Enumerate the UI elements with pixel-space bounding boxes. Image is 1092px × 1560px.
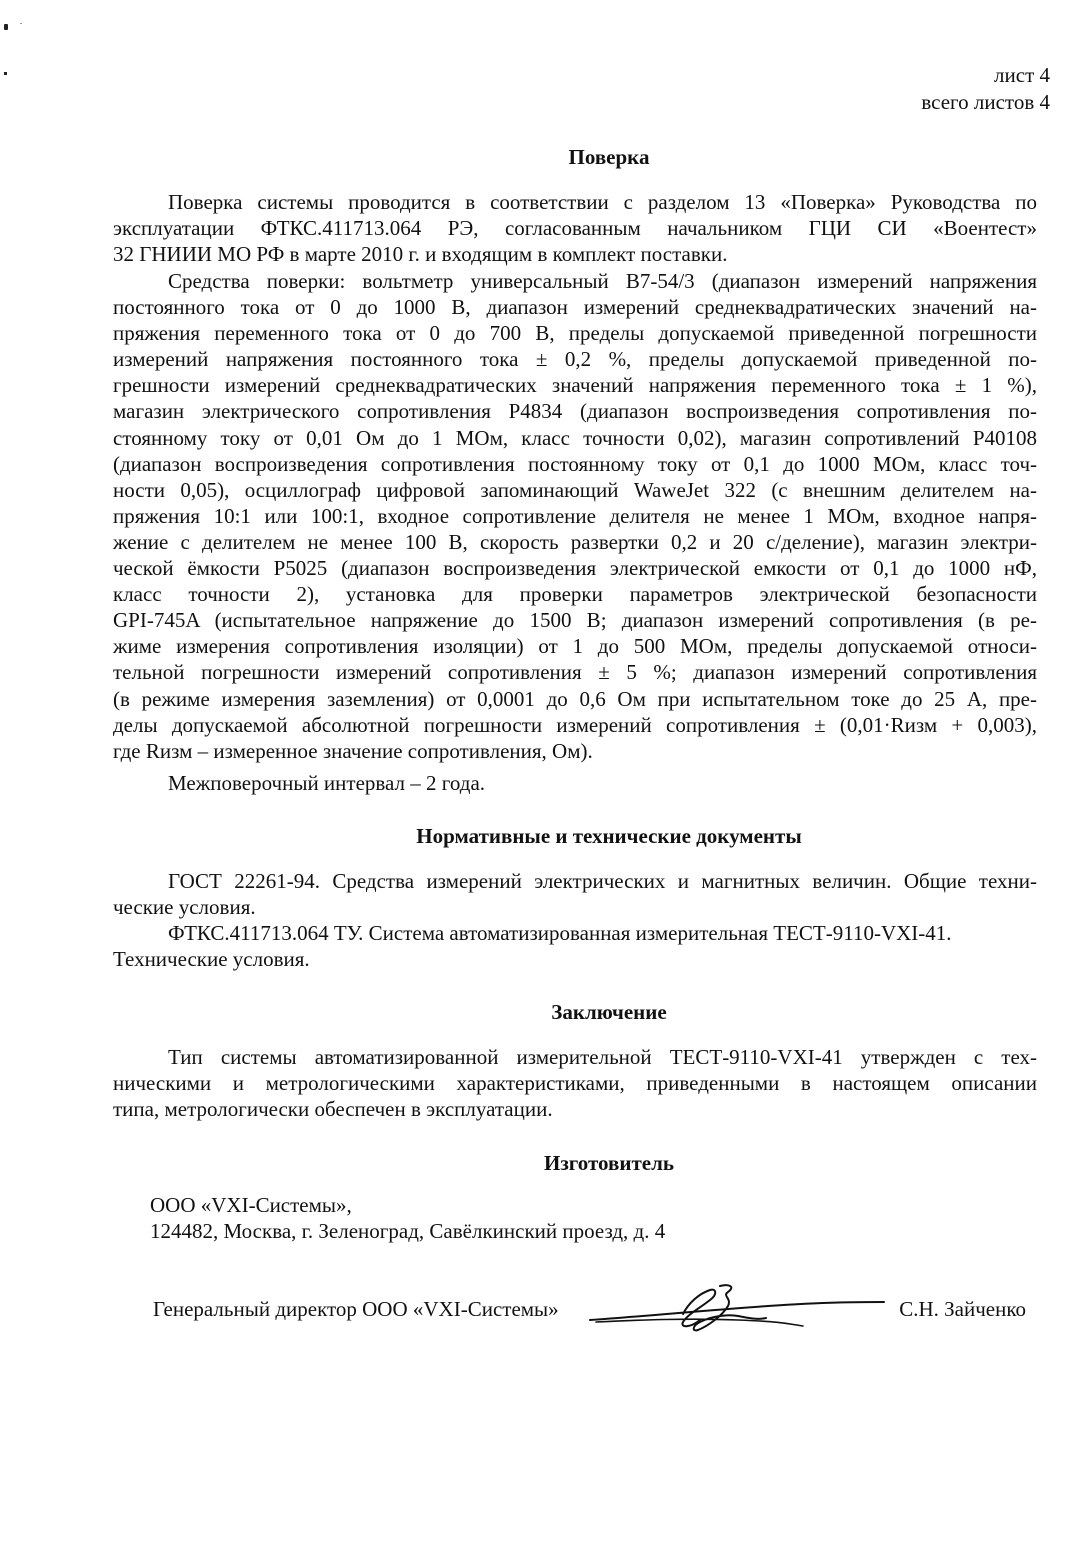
text-line: 32 ГНИИИ МО РФ в марте 2010 г. и входящим в комплект поставки. bbox=[113, 242, 728, 267]
signatory-position: Генеральный директор ООО «VXI-Системы» bbox=[153, 1297, 559, 1321]
text-line: эксплуатации ФТКС.411713.064 РЭ, согласованным начальником ГЦИ СИ «Воентест» bbox=[113, 216, 1037, 241]
text-line: Поверка системы проводится в соответствии с разделом 13 «Поверка» Руководства по bbox=[168, 190, 1037, 214]
company-name: ООО «VXI-Системы», bbox=[150, 1193, 352, 1217]
verification-paragraph-2 bbox=[113, 268, 1037, 764]
normative-docs-paragraph-1 bbox=[113, 868, 1037, 920]
handwritten-signature-icon bbox=[588, 1280, 888, 1336]
text-line: Средства поверки: вольтметр универсальный В7-54/3 (диапазон измерений напряжения bbox=[168, 269, 1037, 293]
scan-artifact bbox=[4, 24, 8, 30]
section-title-conclusion: Заключение bbox=[551, 1000, 667, 1024]
text-line: (диапазон воспроизведения сопротивления постоянному току от 0,1 до 1000 МОм, класс точ- bbox=[113, 451, 1037, 476]
signatory-name: С.Н. Зайченко bbox=[899, 1297, 1026, 1321]
text-line: ФТКС.411713.064 ТУ. Система автоматизированная измерительная ТЕСТ-9110-VXI-41. bbox=[168, 921, 952, 945]
text-line: Технические условия. bbox=[113, 947, 310, 972]
text-line: ническими и метрологическими характеристиками, приведенными в настоящем описании bbox=[113, 1071, 1037, 1096]
text-line: делы допускаемой абсолютной погрешности измерений сопротивления ± (0,01·Rизм + 0,003), bbox=[113, 712, 1037, 737]
text-line: класс точности 2), установка для проверки параметров электрической безопасности bbox=[113, 582, 1037, 607]
text-line: где Rизм – измеренное значение сопротивления, Ом). bbox=[113, 738, 593, 763]
section-title-normative-docs: Нормативные и технические документы bbox=[416, 824, 802, 848]
text-line: ческой ёмкости Р5025 (диапазон воспроизведения электрической емкости от 0,1 до 1000 нФ, bbox=[113, 556, 1037, 581]
signature-block bbox=[150, 1296, 1030, 1336]
normative-docs-paragraph-2 bbox=[113, 920, 1037, 972]
postal-address: 124482, Москва, г. Зеленоград, Савёлкинский проезд, д. 4 bbox=[150, 1219, 666, 1244]
text-line: жение с делителем не менее 100 В, скорость развертки 0,2 и 20 с/деление), магазин электри- bbox=[113, 529, 1037, 554]
total-sheets: всего листов 4 bbox=[921, 90, 1050, 114]
verification-paragraph-1 bbox=[113, 189, 1037, 267]
scan-artifact bbox=[20, 23, 22, 24]
text-line: тельной погрешности измерений сопротивления ± 5 %; диапазон измерений сопротивления bbox=[113, 660, 1037, 685]
text-line: Тип системы автоматизированной измерительной ТЕСТ-9110-VXI-41 утвержден с тех- bbox=[168, 1045, 1037, 1069]
sheet-counter bbox=[921, 62, 1050, 116]
text-line: грешности измерений среднеквадратических значений напряжения переменного тока ± 1 %), bbox=[113, 373, 1037, 398]
text-line: ности 0,05), осциллограф цифровой запоминающий WaweJet 322 (с внешним делителем на- bbox=[113, 477, 1037, 502]
scan-artifact bbox=[4, 72, 7, 75]
text-line: постоянного тока от 0 до 1000 В, диапазон измерений среднеквадратических значений на- bbox=[113, 295, 1037, 320]
text-line: жиме измерения сопротивления изоляции) от 1 до 500 МОм, пределы допускаемой относи- bbox=[113, 634, 1037, 659]
verification-interval: Межповерочный интервал – 2 года. bbox=[168, 771, 486, 795]
sheet-number: лист 4 bbox=[994, 63, 1050, 87]
verification-paragraph-3 bbox=[113, 770, 1037, 796]
manufacturer-address bbox=[150, 1192, 665, 1244]
text-line: (в режиме измерения заземления) от 0,0001 до 0,6 Ом при испытательном токе до 25 А, пре- bbox=[113, 686, 1037, 711]
text-line: пряжения 10:1 или 100:1, входное сопротивление делителя не менее 1 МОм, входное напря- bbox=[113, 503, 1037, 528]
text-line: стоянному току от 0,01 Ом до 1 МОм, класс точности 0,02), магазин сопротивлений Р40108 bbox=[113, 425, 1037, 450]
section-title-verification: Поверка bbox=[568, 145, 650, 169]
text-line: пряжения переменного тока от 0 до 700 В, пределы допускаемой приведенной погрешности bbox=[113, 321, 1037, 346]
text-line: ческие условия. bbox=[113, 895, 256, 920]
text-line: измерений напряжения постоянного тока ± 0,2 %, пределы допускаемой приведенной по- bbox=[113, 347, 1037, 372]
section-title-manufacturer: Изготовитель bbox=[544, 1151, 674, 1175]
text-line: магазин электрического сопротивления Р4834 (диапазон воспроизведения сопротивления по- bbox=[113, 399, 1037, 424]
text-line: типа, метрологически обеспечен в эксплуатации. bbox=[113, 1097, 553, 1122]
conclusion-paragraph bbox=[113, 1044, 1037, 1122]
text-line: GPI-745A (испытательное напряжение до 1500 В; диапазон измерений сопротивления (в ре- bbox=[113, 608, 1037, 633]
text-line: ГОСТ 22261-94. Средства измерений электрических и магнитных величин. Общие техни- bbox=[168, 869, 1037, 893]
